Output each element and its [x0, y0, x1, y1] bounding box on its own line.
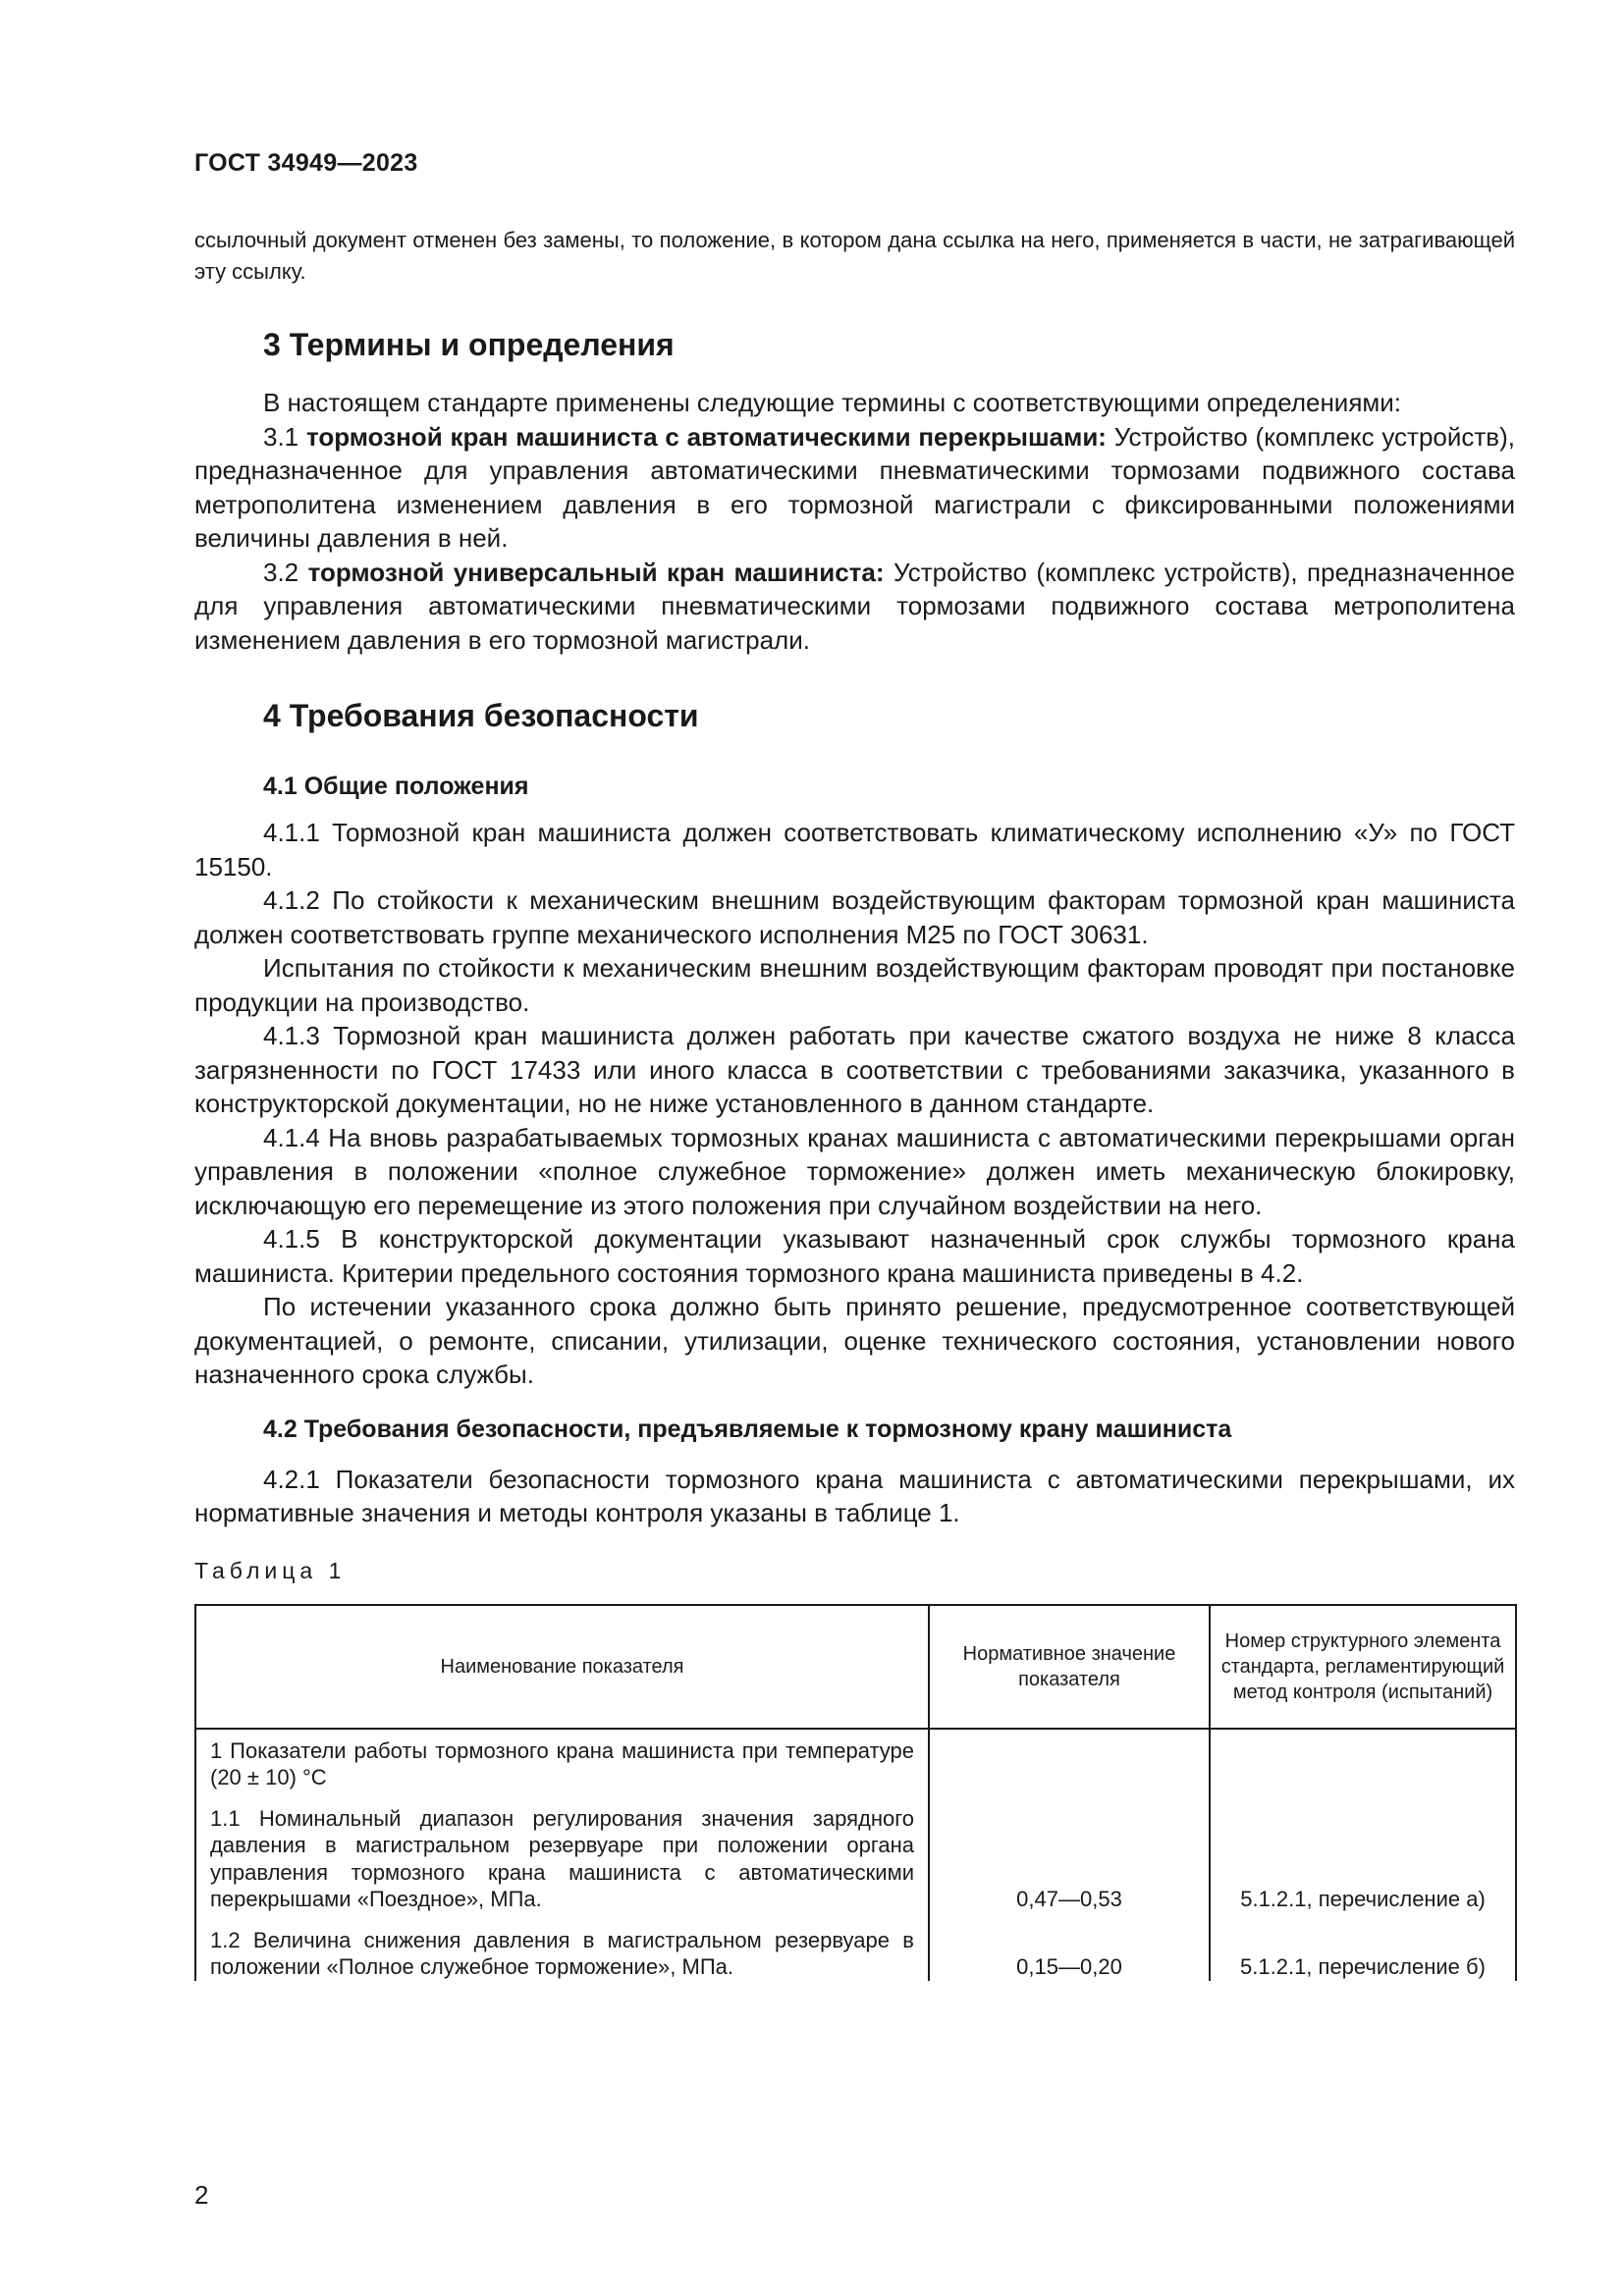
column-header-value: Нормативное значение показателя	[929, 1605, 1210, 1729]
definition-number: 3.1	[263, 421, 299, 452]
paragraph-4-1-1: 4.1.1 Тормозной кран машиниста должен соответствовать климатическому исполнению «У» по ГОСТ 15150.	[194, 818, 1515, 881]
paragraph-expiry: По истечении указанного срока должно быть принято решение, предусмотренное соответствующей документацией, о ремонте, списании, утилизации, оценке технического состояния, установлении нового назначенного срока службы.	[194, 1292, 1515, 1389]
subsection-4-2-title: 4.2 Требования безопасности, предъявляемые к тормозному крану машиниста	[263, 1415, 1232, 1443]
row-reference: 5.1.2.1, перечисление а)	[1210, 1791, 1516, 1913]
table-row	[195, 1729, 1516, 1791]
definition-3-2	[194, 556, 1515, 658]
paragraph-4-1-4: 4.1.4 На вновь разрабатываемых тормозных кранах машиниста с автоматическими перекрышами орган управления в положении «полное служебное торможение» должен иметь механическую блокировку, исключающую его перемещение из этого положения при случайном воздействии на него.	[194, 1122, 1515, 1220]
definition-text: Устройство (комплекс устройств), предназначенное для управления автоматическими пневматическими тормозами подвижного состава метрополитена изменением давления в его тормозной магистрали с фиксированными положениями величины давления в ней.	[194, 421, 1516, 553]
table-caption: Таблица 1	[194, 1557, 347, 1583]
row-reference: 5.1.2.1, перечисление б)	[1210, 1913, 1516, 1981]
section-3-title: 3 Термины и определения	[263, 327, 675, 362]
definition-term: тормозной кран машиниста с автоматическими перекрышами:	[305, 421, 1107, 452]
table-header-row	[195, 1605, 1516, 1729]
paragraph-4-2-1: 4.2.1 Показатели безопасности тормозного крана машиниста с автоматическими перекрышами, их нормативные значения и методы контроля указаны в таблице 1.	[194, 1464, 1515, 1527]
document-content	[194, 225, 1515, 1981]
row-name: 1 Показатели работы тормозного крана машиниста при температуре (20 ± 10) °С	[210, 1737, 914, 1789]
row-value: 0,47—0,53	[929, 1791, 1210, 1913]
row-value: 0,15—0,20	[929, 1913, 1210, 1981]
paragraph-4-1-5: 4.1.5 В конструкторской документации указывают назначенный срок службы тормозного крана машиниста. Критерии предельного состояния тормозного крана машиниста приведены в 4.2.	[194, 1224, 1515, 1288]
definition-term: тормозной универсальный кран машиниста:	[307, 557, 885, 587]
continuation-text: ссылочный документ отменен без замены, то положение, в котором дана ссылка на него, применяется в части, не затрагивающей эту ссылку.	[194, 228, 1515, 284]
page-number: 2	[194, 2180, 209, 2210]
paragraph-4-1-3: 4.1.3 Тормозной кран машиниста должен работать при качестве сжатого воздуха не ниже 8 класса загрязненности по ГОСТ 17433 или иного класса в соответствии с требованиями заказчика, указанного в конструкторской документации, но не ниже установленного в данном стандарте.	[194, 1021, 1515, 1118]
definition-3-1	[194, 420, 1515, 556]
row-reference	[1210, 1729, 1516, 1791]
column-header-reference: Номер структурного элемента стандарта, регламентирующий метод контроля (испытаний)	[1210, 1605, 1516, 1729]
table-row	[195, 1913, 1516, 1981]
subsection-4-1-title: 4.1 Общие положения	[263, 773, 529, 800]
row-name: 1.2 Величина снижения давления в магистральном резервуаре в положении «Полное служебное торможение», МПа.	[210, 1927, 914, 1979]
paragraph-tests: Испытания по стойкости к механическим внешним воздействующим факторам проводят при постановке продукции на производство.	[194, 953, 1515, 1017]
row-name: 1.1 Номинальный диапазон регулирования значения зарядного давления в магистральном резервуаре при положении органа управления тормозного крана машиниста с автоматическими перекрышами «Поездное», МПа.	[210, 1805, 914, 1911]
section-4-title: 4 Требования безопасности	[263, 698, 699, 733]
section-3-intro: В настоящем стандарте применены следующие термины с соответствующими определениями:	[263, 388, 1402, 417]
definition-text: Устройство (комплекс устройств), предназначенное для управления автоматическими пневматическими тормозами подвижного состава метрополитена изменением давления в его тормозной магистрали.	[194, 557, 1515, 655]
table-row	[195, 1791, 1516, 1913]
document-header: ГОСТ 34949—2023	[194, 149, 418, 177]
definition-number: 3.2	[263, 557, 299, 587]
subsection-4-1-body	[194, 816, 1515, 1392]
row-value	[929, 1729, 1210, 1791]
column-header-name: Наименование показателя	[195, 1605, 929, 1729]
table-1	[194, 1604, 1517, 1981]
paragraph-4-1-2: 4.1.2 По стойкости к механическим внешним воздействующим факторам тормозной кран машиниста должен соответствовать группе механического исполнения М25 по ГОСТ 30631.	[194, 885, 1515, 949]
